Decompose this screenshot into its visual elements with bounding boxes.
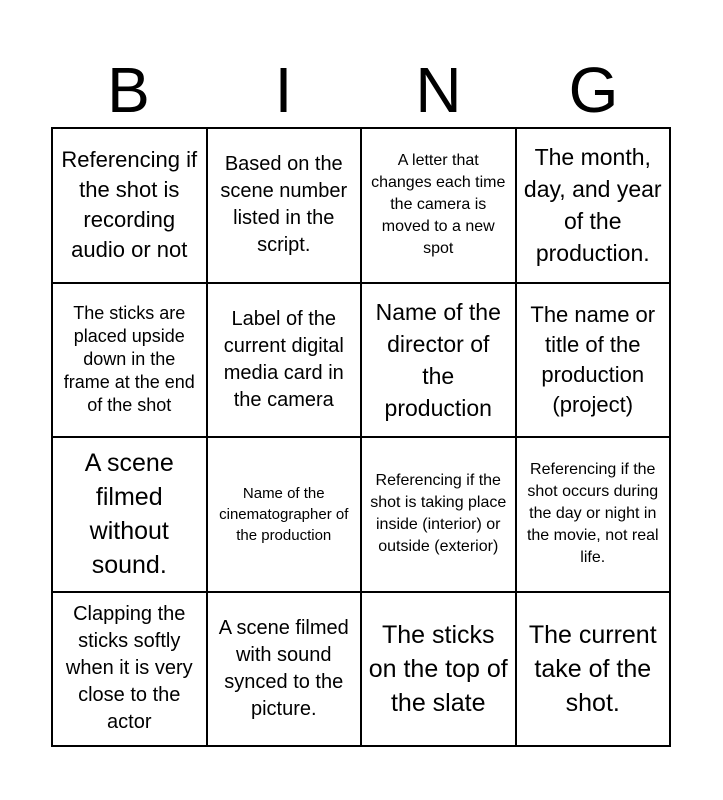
bingo-cell-r2c3[interactable] — [362, 284, 517, 439]
header-letter-n: N — [415, 54, 462, 126]
bingo-cell-r2c1[interactable] — [53, 284, 208, 439]
bingo-cell-r4c4[interactable] — [517, 593, 672, 748]
bingo-cell-r2c2[interactable] — [208, 284, 363, 439]
cell-text: The current take of the shot. — [528, 620, 657, 717]
cell-text: A letter that changes each time the camera is moved to a new spot — [371, 152, 506, 258]
cell-text: A scene filmed without sound. — [84, 449, 174, 580]
bingo-grid — [51, 127, 671, 747]
bingo-cell-r1c2[interactable] — [208, 129, 363, 284]
bingo-cell-r4c3[interactable] — [362, 593, 517, 748]
cell-text: Name of the director of the production — [375, 298, 501, 421]
cell-text: Name of the cinematographer of the production — [219, 484, 349, 544]
cell-text: The sticks are placed upside down in the frame at the end of the shot — [63, 303, 195, 416]
bingo-cell-r1c1[interactable] — [53, 129, 208, 284]
header-letter-i: I — [274, 54, 293, 126]
bingo-cell-r3c4[interactable] — [517, 438, 672, 593]
bingo-cell-r4c2[interactable] — [208, 593, 363, 748]
cell-text: Based on the scene number listed in the script. — [220, 153, 348, 257]
bingo-cell-r3c1[interactable] — [53, 438, 208, 593]
bingo-cell-r4c1[interactable] — [53, 593, 208, 748]
cell-text: Clapping the sticks softly when it is very close to the actor — [65, 603, 193, 734]
bingo-cell-r1c4[interactable] — [517, 129, 672, 284]
header-letter-b: B — [107, 54, 150, 126]
bingo-header — [51, 52, 671, 128]
cell-text: Referencing if the shot is taking place inside (interior) or outside (exterior) — [370, 472, 507, 556]
cell-text: Referencing if the shot occurs during the day or night in the movie, not real life. — [526, 461, 659, 567]
bingo-cell-r3c3[interactable] — [362, 438, 517, 593]
cell-text: The sticks on the top of the slate — [368, 620, 508, 717]
cell-text: The name or title of the production (project) — [530, 301, 656, 417]
cell-text: Label of the current digital media card in the camera — [223, 307, 344, 411]
cell-text: The month, day, and year of the production. — [523, 144, 662, 267]
bingo-cell-r3c2[interactable] — [208, 438, 363, 593]
bingo-cell-r2c4[interactable] — [517, 284, 672, 439]
cell-text: Referencing if the shot is recording audio or not — [61, 147, 198, 263]
cell-text: A scene filmed with sound synced to the picture. — [218, 616, 349, 720]
header-letter-g: G — [568, 54, 619, 126]
bingo-cell-r1c3[interactable] — [362, 129, 517, 284]
